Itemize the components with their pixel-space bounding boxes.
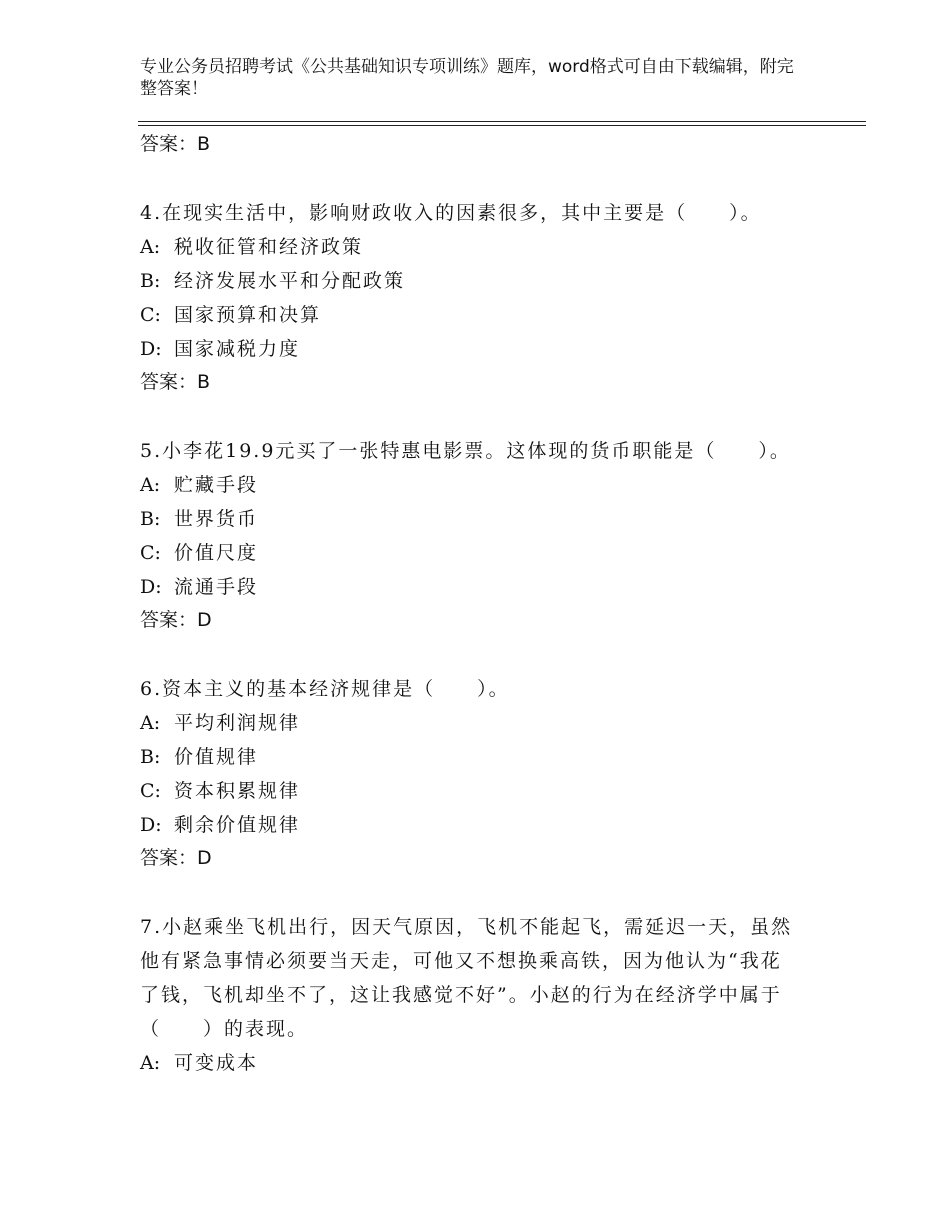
- option-text: 价值尺度: [174, 542, 259, 564]
- option-d: [140, 808, 800, 842]
- option-text: 资本积累规律: [174, 780, 301, 802]
- option-letter: A:: [140, 712, 161, 734]
- header-divider: [138, 121, 866, 122]
- question-block: [140, 196, 800, 398]
- question-block: [140, 672, 800, 874]
- answer-line: 答案：D: [140, 847, 212, 869]
- option-text: 剩余价值规律: [174, 814, 301, 836]
- option-a: [140, 706, 800, 740]
- page-header: 专业公务员招聘考试《公共基础知识专项训练》题库，word格式可自由下载编辑，附完整答案！: [140, 57, 794, 99]
- answer-line: 答案：D: [140, 609, 212, 631]
- option-a: [140, 468, 800, 502]
- option-letter: B:: [140, 508, 161, 530]
- option-b: [140, 502, 800, 536]
- option-letter: C:: [140, 542, 161, 564]
- option-text: 价值规律: [174, 746, 259, 768]
- spacer: [140, 398, 800, 434]
- question-text: 7.小赵乘坐飞机出行，因天气原因，飞机不能起飞，需延迟一天，虽然他有紧急事情必须要当天走，可他又不想换乘高铁，因为他认为“我花了钱，飞机却坐不了，这让我感觉不好”。小赵的行为在经济学中属于（ ）的表现。: [140, 916, 793, 1040]
- option-letter: C:: [140, 304, 161, 326]
- question-list: [140, 128, 800, 1080]
- question-block: [140, 910, 800, 1080]
- option-letter: B:: [140, 270, 161, 292]
- option-text: 经济发展水平和分配政策: [174, 270, 406, 292]
- option-c: [140, 298, 800, 332]
- option-letter: C:: [140, 780, 161, 802]
- spacer: [140, 636, 800, 672]
- option-text: 流通手段: [174, 576, 259, 598]
- option-a: [140, 230, 800, 264]
- spacer: [140, 160, 800, 196]
- option-b: [140, 740, 800, 774]
- option-letter: A:: [140, 1052, 161, 1074]
- header-divider-secondary: [138, 125, 866, 126]
- option-text: 世界货币: [174, 508, 259, 530]
- answer-line: 答案：B: [140, 133, 211, 155]
- option-d: [140, 570, 800, 604]
- option-text: 国家减税力度: [174, 338, 301, 360]
- option-letter: A:: [140, 236, 161, 258]
- option-letter: D:: [140, 338, 162, 360]
- question-block: [140, 434, 800, 636]
- option-b: [140, 264, 800, 298]
- option-d: [140, 332, 800, 366]
- option-c: [140, 536, 800, 570]
- question-text: 4.在现实生活中，影响财政收入的因素很多，其中主要是（ ）。: [140, 202, 762, 224]
- option-text: 贮藏手段: [174, 474, 259, 496]
- question-text: 6.资本主义的基本经济规律是（ ）。: [140, 678, 510, 700]
- option-text: 可变成本: [174, 1052, 259, 1074]
- question-text: 5.小李花19.9元买了一张特惠电影票。这体现的货币职能是（ ）。: [140, 440, 791, 462]
- option-text: 税收征管和经济政策: [174, 236, 364, 258]
- option-text: 平均利润规律: [174, 712, 301, 734]
- option-letter: D:: [140, 576, 162, 598]
- answer-line: 答案：B: [140, 371, 211, 393]
- option-letter: B:: [140, 746, 161, 768]
- option-c: [140, 774, 800, 808]
- spacer: [140, 874, 800, 910]
- option-a: [140, 1046, 800, 1080]
- option-letter: D:: [140, 814, 162, 836]
- option-letter: A:: [140, 474, 161, 496]
- option-text: 国家预算和决算: [174, 304, 322, 326]
